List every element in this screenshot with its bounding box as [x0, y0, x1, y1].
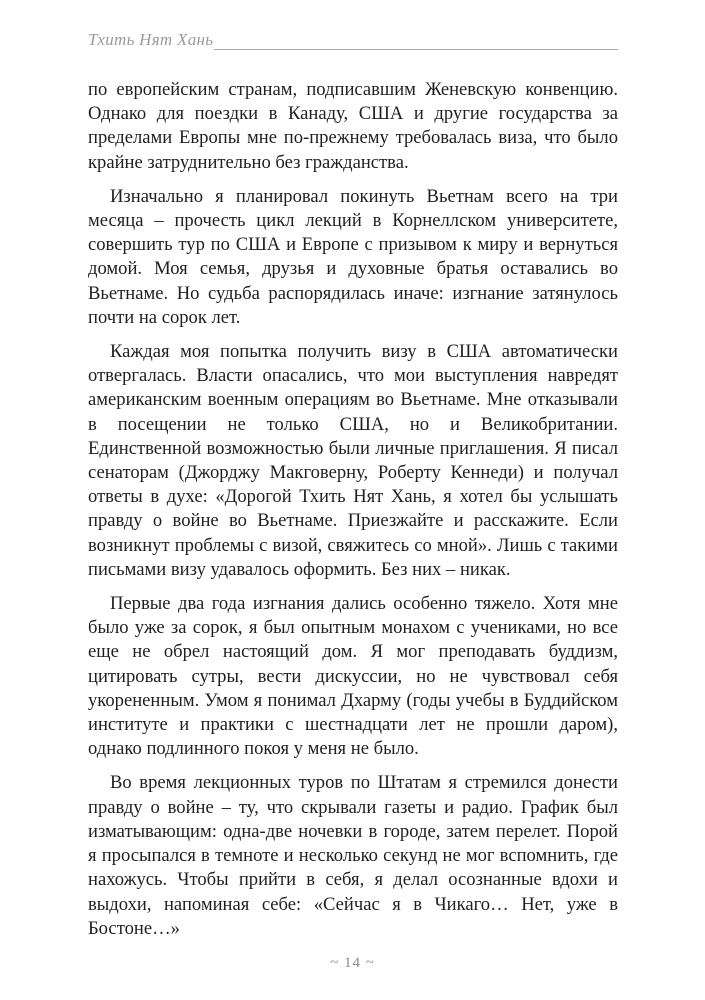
paragraph-continuation: по европейским странам, подписавшим Женевскую конвенцию. Однако для поездки в Канаду, США и другие государства за пределами Европы мне по-прежнему требовалась виза, что было крайне затруднительно без гражданства.	[88, 79, 618, 173]
body-text	[88, 78, 618, 951]
header-rule	[214, 49, 618, 50]
page-number: ~ 14 ~	[330, 955, 375, 971]
paragraph: Во время лекционных туров по Штатам я стремился донести правду о войне – ту, что скрывали газеты и радио. График был изматывающим: одна-две ночевки в городе, затем перелет. Порой я просыпался в темноте и несколько секунд не мог вспомнить, где нахожусь. Чтобы прийти в себя, я делал осознанные вдохи и выдохи, напоминая себе: «Сейчас я в Чикаго… Нет, уже в Бостоне…»	[88, 772, 618, 939]
paragraph: Каждая моя попытка получить визу в США автоматически отвергалась. Власти опасались, что мои выступления навредят американским военным операциям во Вьетнаме. Мне отказывали в посещении не только США, но и Великобритании. Единственной возможностью были личные приглашения. Я писал сенаторам (Джорджу Макговерну, Роберту Кеннеди) и получал ответы в духе: «Дорогой Тхить Нят Хань, я хотел бы услышать правду о войне во Вьетнаме. Приезжайте и расскажите. Если возникнут проблемы с визой, свяжитесь со мной». Лишь с такими письмами визу удавалось оформить. Без них – никак.	[88, 341, 618, 580]
running-head-author: Тхить Нят Хань	[88, 30, 214, 49]
paragraph: Изначально я планировал покинуть Вьетнам всего на три месяца – прочесть цикл лекций в Корнеллском университете, совершить тур по США и Европе с призывом к миру и вернуться домой. Моя семья, друзья и духовные братья оставались во Вьетнаме. Но судьба распорядилась иначе: изгнание затянулось почти на сорок лет.	[88, 185, 618, 328]
paragraph: Первые два года изгнания дались особенно тяжело. Хотя мне было уже за сорок, я был опытным монахом с учениками, но все еще не обрел настоящий дом. Я мог преподавать буддизм, цитировать сутры, вести дискуссии, но не чувствовал себя укорененным. Умом я понимал Дхарму (годы учебы в Буддийском институте и практики с шестнадцати лет не прошли даром), однако подлинного покоя у меня не было.	[88, 593, 618, 760]
